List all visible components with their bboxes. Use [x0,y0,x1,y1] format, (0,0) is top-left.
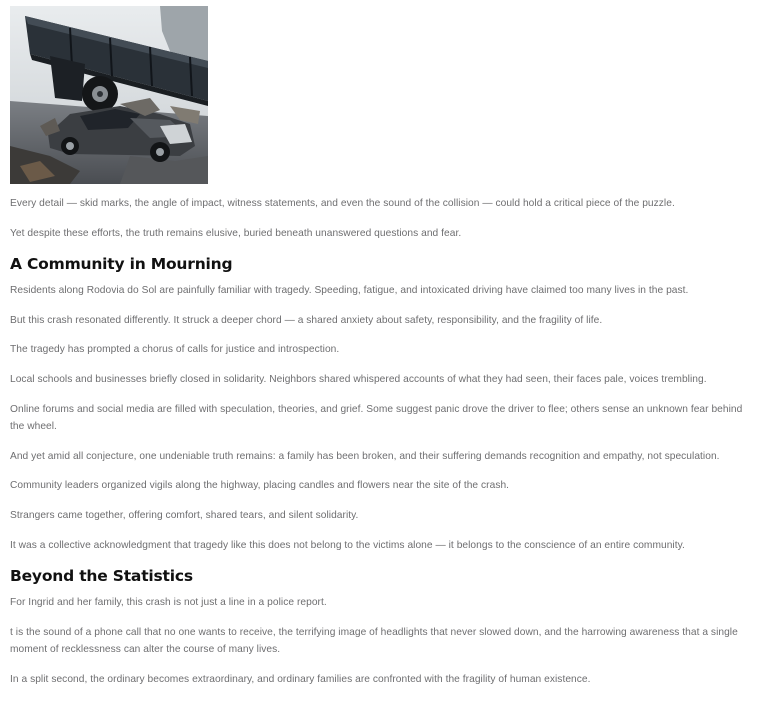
intro-paragraph: Every detail — skid marks, the angle of impact, witness statements, and even the sound of the collision — could hold a critical piece of the puzzle. [10,198,675,209]
section1-paragraph: Residents along Rodovia do Sol are painfully familiar with tragedy. Speeding, fatigue, and intoxicated driving have claimed too many lives in the past. [10,285,689,297]
section-heading-statistics: Beyond the Statistics [10,567,193,586]
intro-paragraph: Yet despite these efforts, the truth remains elusive, buried beneath unanswered questions and fear. [10,227,462,239]
section1-paragraph: Community leaders organized vigils along the highway, placing candles and flowers near the site of the crash. [10,480,510,492]
section1-paragraph: Online forums and social media are filled with speculation, theories, and grief. Some suggest panic drove the driver to flee; others sense an unknown fear behind the wheel. [10,403,743,433]
section2-paragraph: For Ingrid and her family, this crash is not just a line in a police report. [10,597,327,609]
crash-photo [10,6,208,184]
section-heading-community: A Community in Mourning [10,255,233,274]
section1-paragraph: It was a collective acknowledgment that tragedy like this does not belong to the victims alone — it belongs to the conscience of an entire community. [10,539,685,551]
section2-paragraph: t is the sound of a phone call that no one wants to receive, the terrifying image of headlights that never slowed down, and the harrowing awareness that a single moment of recklessness can alter the course of many lives. [10,626,738,656]
section1-paragraph: The tragedy has prompted a chorus of calls for justice and introspection. [10,344,340,356]
section1-paragraph: And yet amid all conjecture, one undeniable truth remains: a family has been broken, and their suffering demands recognition and empathy, not speculation. [10,450,720,462]
section1-paragraph: Strangers came together, offering comfort, shared tears, and silent solidarity. [10,509,359,521]
section2-paragraph: In a split second, the ordinary becomes extraordinary, and ordinary families are confronted with the fragility of human existence. [10,673,591,685]
article [10,6,758,701]
section1-paragraph: Local schools and businesses briefly closed in solidarity. Neighbors shared whispered accounts of what they had seen, their faces pale, voices trembling. [10,373,707,385]
section1-paragraph: But this crash resonated differently. It struck a deeper chord — a shared anxiety about safety, responsibility, and the fragility of life. [10,314,603,326]
